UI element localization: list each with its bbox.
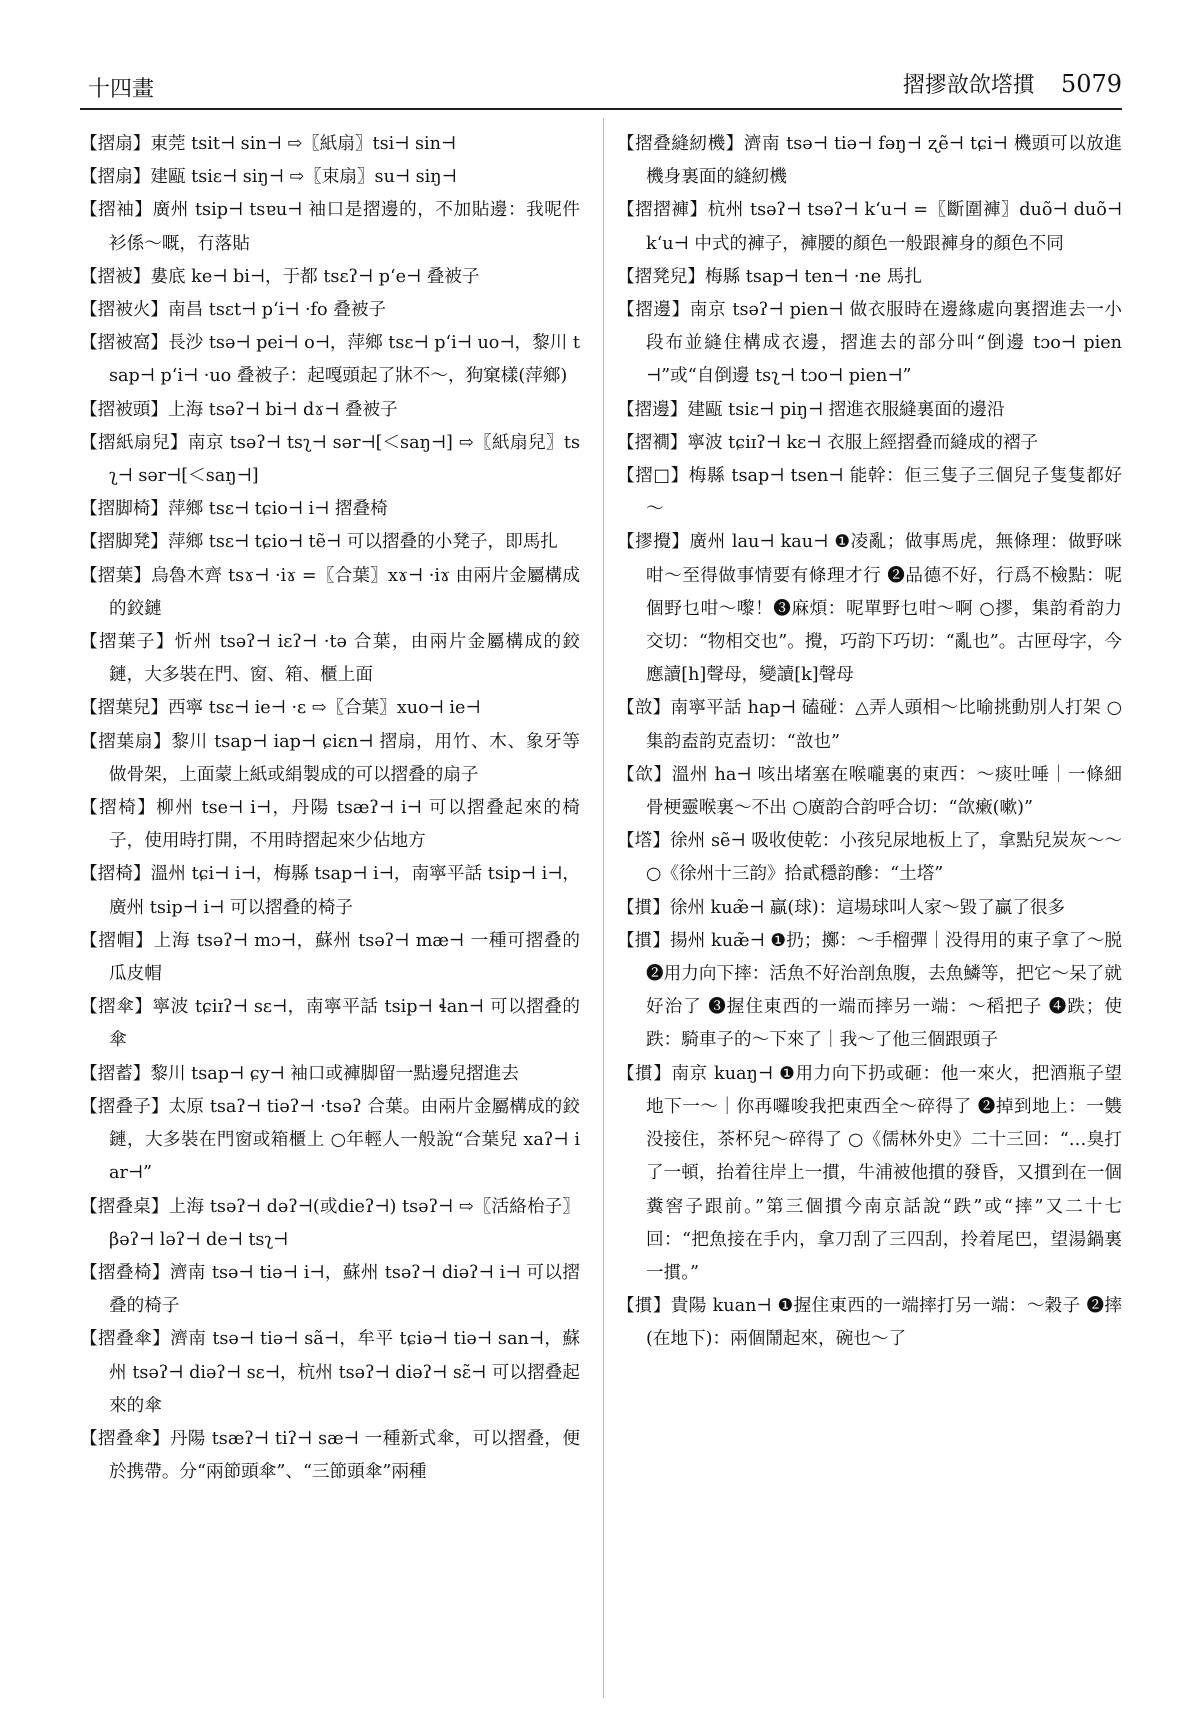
dictionary-entry: 【摺葉】烏魯木齊 tsɤ⊣ ·iɤ =〖合葉〗xɤ⊣ ·iɤ 由兩片金屬構成的鉸鏈: [80, 565, 580, 619]
dictionary-entry: 【摜】南京 kuaŋ⊣ ❶用力向下扔或砸：他一來火，把酒瓶子望地下一～｜你再囉唆我把東西全～碎得了 ❷掉到地上：一䨇没接住，茶杯兒～碎得了 ○《儒林外史》二十三回：“…臭打了一頓，抬着往岸上一摜，牛浦被他摜的發昏，又摜到在一個糞窖子跟前。”第三個摜今南京話說“跌”或“摔”又二十七回：“把魚接在手内，拿刀刮了三四刮，拎着尾巴，望湯鍋裏一摜。”: [617, 1063, 1122, 1283]
page-header: [80, 58, 1122, 110]
dictionary-entry: 【摺脚椅】萍鄉 tsɛ⊣ tɕio⊣ i⊣ 摺叠椅: [80, 499, 388, 520]
dictionary-entry: 【摺叠傘】濟南 tsə⊣ tiə⊣ sã⊣，牟平 tɕiə⊣ tiə⊣ san⊣，蘇州 tsəʔ⊣ diəʔ⊣ sɛ⊣，杭州 tsəʔ⊣ diəʔ⊣ sɛ̃⊣ 可以摺叠起來的傘: [80, 1329, 580, 1416]
dictionary-entry: 【摺傘】寧波 tɕiɪʔ⊣ sɛ⊣，南寧平話 tsip⊣ ɬan⊣ 可以摺叠的傘: [80, 997, 580, 1051]
right-column: [617, 128, 1122, 1698]
dictionary-entry: 【摺椅】柳州 tse⊣ i⊣，丹陽 tsæʔ⊣ i⊣ 可以摺叠起來的椅子，使用時打開，不用時摺起來少佔地方: [80, 798, 580, 852]
left-column: [80, 128, 580, 1698]
dictionary-entry: 【摺被頭】上海 tsəʔ⊣ bi⊣ dɤ⊣ 叠被子: [80, 399, 398, 420]
dictionary-entry: 【摜】貴陽 kuan⊣ ❶握住東西的一端摔打另一端：～穀子 ❷摔(在地下)：兩個鬧起來，碗也～了: [617, 1296, 1122, 1350]
dictionary-entry: 【摺被】婁底 ke⊣ bi⊣，于都 tsɛʔ⊣ pʻe⊣ 叠被子: [80, 266, 480, 287]
dictionary-entry: 【摺被火】南昌 tsɛt⊣ pʻi⊣ ·fo 叠被子: [80, 300, 387, 321]
page-number: 5079: [1060, 70, 1122, 98]
dictionary-entry: 【摺叠椅】濟南 tsə⊣ tiə⊣ i⊣，蘇州 tsəʔ⊣ diəʔ⊣ i⊣ 可以摺叠的椅子: [80, 1262, 580, 1317]
dictionary-entry: 【摺葉兒】西寧 tsɛ⊣ ie⊣ ·ɛ ⇨〖合葉〗xuo⊣ ie⊣: [80, 698, 481, 719]
dictionary-entry: 【摺蓄】黎川 tsap⊣ ɕy⊣ 袖口或褲脚留一點邊兒摺進去: [80, 1063, 519, 1084]
dictionary-entry: 【摺叠縫紉機】濟南 tsə⊣ tiə⊣ fəŋ⊣ ʐẽ⊣ tɕi⊣ 機頭可以放進機身裏面的縫紉機: [617, 134, 1122, 188]
dictionary-entry: 【摺叠傘】丹陽 tsæʔ⊣ tiʔ⊣ sæ⊣ 一種新式傘，可以摺叠，便於携帶。分“兩節頭傘”、“三節頭傘”兩種: [80, 1428, 580, 1483]
dictionary-entry: 【摺葉扇】黎川 tsap⊣ iap⊣ ɕiɛn⊣ 摺扇，用竹、木、象牙等做骨架，上面蒙上紙或絹製成的可以摺叠的扇子: [80, 731, 580, 785]
dictionary-entry: 【摺凳兒】梅縣 tsap⊣ ten⊣ ·ne 馬扎: [617, 266, 922, 287]
header-guide-characters: 摺摎敨欱㙮摜: [902, 73, 1035, 98]
dictionary-entry: 【摺邊】南京 tsəʔ⊣ pien⊣ 做衣服時在邊緣處向裏摺進去一小段布並縫住構成衣邊，摺進去的部分叫“倒邊 tɔo⊣ pien⊣”或“自倒邊 tsʅ⊣ tɔo⊣ pien⊣”: [617, 300, 1122, 387]
dictionary-entry: 【摺葉子】忻州 tsəʔ⊣ iɛʔ⊣ ·tə 合葉，由兩片金屬構成的鉸鏈，大多裝在門、窗、箱、櫃上面: [80, 632, 580, 686]
dictionary-entry: 【摺叠子】太原 tsaʔ⊣ tiəʔ⊣ ·tsəʔ 合葉。由兩片金屬構成的鉸鏈，大多裝在門窗或箱櫃上 ○年輕人一般說“合葉兒 xaʔ⊣ iar⊣”: [80, 1096, 580, 1184]
section-label: 十四畫: [88, 77, 155, 102]
header-right: [903, 68, 1122, 99]
column-divider: [603, 118, 604, 1698]
dictionary-entry: 【摜】徐州 kuæ̃⊣ 贏(球)：這場球叫人家～毀了贏了很多: [617, 897, 1066, 918]
dictionary-entry: 【摺脚凳】萍鄉 tsɛ⊣ tɕio⊣ tẽ⊣ 可以摺叠的小凳子，即馬扎: [80, 532, 558, 553]
dictionary-entry: 【摺袖】廣州 tsip⊣ tsɐu⊣ 袖口是摺邊的，不加貼邊：我呢件衫係～嘅，冇落貼: [80, 200, 580, 254]
dictionary-entry: 【摺襉】寧波 tɕiɪʔ⊣ kɛ⊣ 衣服上經摺叠而縫成的褶子: [617, 432, 1039, 453]
dictionary-entry: 【摺邊】建甌 tsiε⊣ piŋ⊣ 摺進衣服縫裏面的邊沿: [617, 399, 1005, 420]
dictionary-entry: 【摺帽】上海 tsəʔ⊣ mɔ⊣，蘇州 tsəʔ⊣ mæ⊣ 一種可摺叠的瓜皮帽: [80, 930, 580, 985]
dictionary-entry: 【摺□】梅縣 tsap⊣ tsen⊣ 能幹：佢三隻子三個兒子隻隻都好～: [617, 466, 1122, 520]
dictionary-entry: 【摺紙扇兒】南京 tsəʔ⊣ tsʅ⊣ sər⊣[＜saŋ⊣] ⇨〖紙扇兒〗tsʅ⊣ sər⊣[＜saŋ⊣]: [80, 432, 580, 487]
dictionary-entry: 【摺椅】溫州 tɕi⊣ i⊣，梅縣 tsap⊣ i⊣，南寧平話 tsip⊣ i⊣，廣州 tsip⊣ i⊣ 可以摺叠的椅子: [80, 864, 580, 918]
dictionary-entry: 【摺被窩】長沙 tsə⊣ pei⊣ o⊣，萍鄉 tsɛ⊣ pʻi⊣ uo⊣，黎川 tsap⊣ pʻi⊣ ·uo 叠被子：起嘎頭起了牀不～，狗窠樣(萍鄉): [80, 333, 580, 387]
dictionary-entry: 【摜】揚州 kuæ̃⊣ ❶扔；擲：～手榴彈｜没得用的東子拿了～脱 ❷用力向下摔：活魚不好治剖魚腹，去魚鱗等，把它～呆了就好治了 ❸握住東西的一端而摔另一端：～稻把子 ❹跌；使跌：騎車子的～下來了｜我～了他三個跟頭子: [617, 930, 1122, 1051]
dictionary-entry: 【摺摺褲】杭州 tsəʔ⊣ tsəʔ⊣ kʻu⊣ =〖斷圍褲〗duõ⊣ duõ⊣ kʻu⊣ 中式的褲子，褲腰的顏色一般跟褲身的顏色不同: [617, 200, 1122, 254]
dictionary-entry: 【摺叠桌】上海 tsəʔ⊣ dəʔ⊣(或dieʔ⊣) tsəʔ⊣ ⇨〖活絡枱子〗βəʔ⊣ ləʔ⊣ de⊣ tsʅ⊣: [80, 1196, 580, 1250]
dictionary-entry: 【敨】南寧平話 hap⊣ 磕碰：△弄人頭相～比喻挑動別人打架 ○集韵盍韵克盍切：“敨也”: [617, 698, 1122, 752]
dictionary-entry: 【欱】溫州 ha⊣ 咳出堵塞在喉嚨裏的東西：～痰吐唾｜一條細骨梗靈喉裏～不出 ○廣韵合韵呼合切：“欱瘷(嗽)”: [617, 764, 1122, 819]
dictionary-entry: 【摎攪】廣州 lau⊣ kau⊣ ❶凌亂；做事馬虎，無條理：做野咪咁～至得做事情要有條理才行 ❷品德不好，行爲不檢點：呢個野乜咁～嚟！❸麻煩：呢單野乜咁～啊 ○摎，集韵肴韵力交切：“物相交也”。攪，巧韵下巧切：“亂也”。古匣母字，今應讀[h]聲母，變讀[k]聲母: [617, 532, 1122, 686]
dictionary-entry: 【摺扇】東莞 tsit⊣ sin⊣ ⇨〖紙扇〗tsi⊣ sin⊣: [80, 134, 457, 154]
dictionary-entry: 【㙮】徐州 sẽ⊣ 吸收使乾：小孩兒尿地板上了，拿點兒炭灰～～ ○《徐州十三韵》拾貳穩韵醦：“土㙮”: [617, 831, 1122, 885]
dictionary-entry: 【摺扇】建甌 tsiε⊣ siŋ⊣ ⇨〖束扇〗su⊣ siŋ⊣: [80, 167, 457, 188]
